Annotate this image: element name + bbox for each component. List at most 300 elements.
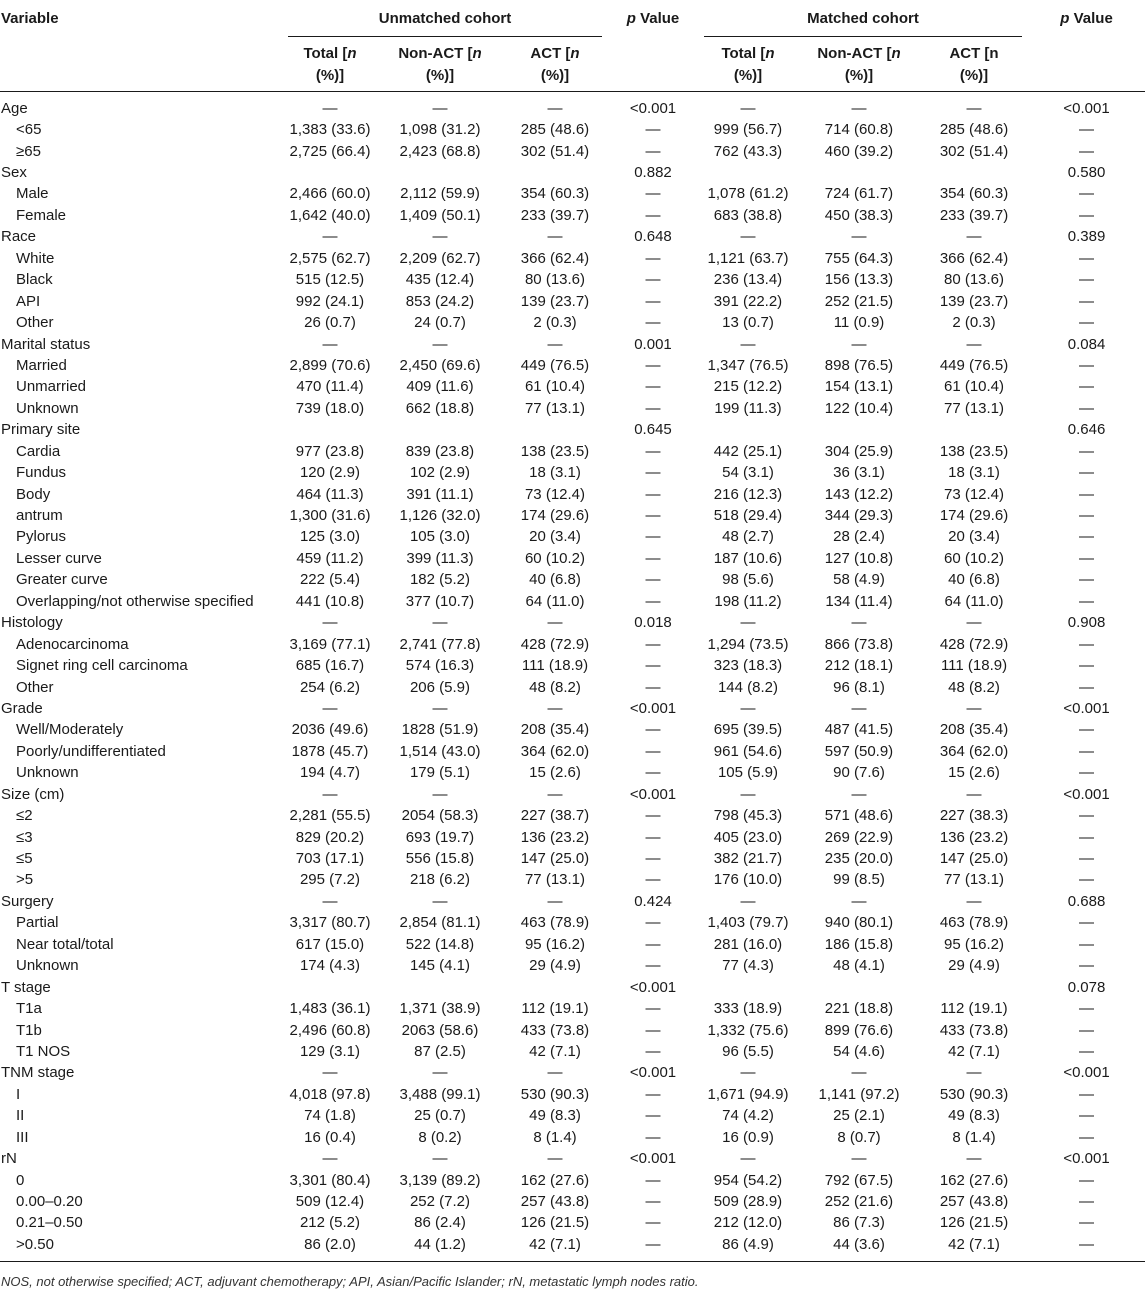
p-value-cell: —: [1079, 1235, 1095, 1253]
table-cell: —: [322, 1150, 338, 1168]
table-cell: [798, 419, 920, 440]
table-cell: 269 (22.9): [824, 828, 894, 846]
row-label: Signet ring cell carcinoma: [16, 657, 188, 675]
p-value-cell: —: [645, 528, 661, 546]
table-cell: 138 (23.5): [520, 442, 590, 460]
table-cell: —: [322, 785, 338, 803]
table-cell: —: [432, 335, 448, 353]
table-cell: 144 (8.2): [717, 678, 779, 696]
table-cell: 227 (38.3): [939, 807, 1009, 825]
table-row-category: [0, 698, 1145, 719]
table-cell: —: [322, 1064, 338, 1082]
table-cell: 449 (76.5): [939, 356, 1009, 374]
table-cell: 2 (0.3): [952, 314, 996, 332]
row-label: Lesser curve: [16, 549, 102, 567]
table-cell: 2,466 (60.0): [289, 185, 371, 203]
table-cell: —: [547, 699, 563, 717]
p-value-cell: —: [1079, 742, 1095, 760]
p-value-cell: —: [1079, 185, 1095, 203]
table-cell: 187 (10.6): [713, 549, 783, 567]
table-cell: 179 (5.1): [409, 764, 471, 782]
p-value-cell: —: [645, 1128, 661, 1146]
table-cell: 8 (1.4): [533, 1128, 577, 1146]
table-cell: [378, 976, 502, 997]
p-value-cell: —: [1079, 356, 1095, 374]
p-value-cell: —: [645, 1171, 661, 1189]
table-cell: 102 (2.9): [409, 464, 471, 482]
table-cell: 77 (13.1): [524, 871, 586, 889]
table-cell: 739 (18.0): [295, 399, 365, 417]
table-cell: —: [966, 1150, 982, 1168]
table-cell: 1878 (45.7): [291, 742, 369, 760]
table-cell: —: [432, 785, 448, 803]
matched-act-header: ACT [n (%)]: [949, 45, 999, 84]
table-cell: 302 (51.4): [939, 142, 1009, 160]
p-value-cell: —: [1079, 721, 1095, 739]
p-value-cell: 0.688: [1067, 892, 1106, 910]
p-value-cell: —: [645, 871, 661, 889]
table-cell: 839 (23.8): [405, 442, 475, 460]
table-cell: 409 (11.6): [406, 378, 474, 396]
table-cell: 252 (21.6): [824, 1193, 894, 1211]
table-cell: 571 (48.6): [824, 807, 894, 825]
table-cell: 48 (4.1): [833, 957, 885, 975]
table-cell: 105 (5.9): [717, 764, 779, 782]
table-cell: 597 (50.9): [824, 742, 894, 760]
table-cell: 96 (8.1): [833, 678, 885, 696]
p-value-cell: 0.580: [1067, 164, 1106, 182]
table-cell: 364 (62.0): [520, 742, 590, 760]
table-row: [0, 1019, 1145, 1040]
table-cell: 954 (54.2): [713, 1171, 783, 1189]
table-cell: 1,141 (97.2): [818, 1085, 900, 1103]
row-label: II: [16, 1107, 25, 1125]
p-value-cell: —: [1079, 657, 1095, 675]
row-label: 0.00–0.20: [16, 1193, 83, 1211]
table-cell: 254 (6.2): [299, 678, 361, 696]
table-row: [0, 312, 1145, 333]
p-value-cell: —: [1079, 292, 1095, 310]
table-row: [0, 762, 1145, 783]
table-cell: 54 (4.6): [833, 1042, 885, 1060]
table-cell: 87 (2.5): [414, 1042, 466, 1060]
table-cell: —: [851, 614, 867, 632]
table-cell: [798, 976, 920, 997]
table-row: [0, 569, 1145, 590]
table-cell: —: [851, 99, 867, 117]
table-cell: [502, 976, 608, 997]
table-cell: 257 (43.8): [520, 1193, 590, 1211]
p-value-cell: <0.001: [629, 785, 677, 803]
p-value-cell: —: [1079, 206, 1095, 224]
table-cell: —: [547, 99, 563, 117]
table-cell: 1,332 (75.6): [707, 1021, 789, 1039]
row-label: Partial: [16, 914, 59, 932]
table-cell: 125 (3.0): [299, 528, 361, 546]
table-cell: 138 (23.5): [939, 442, 1009, 460]
table-cell: 174 (29.6): [939, 507, 1009, 525]
table-cell: —: [432, 699, 448, 717]
p-value-cell: <0.001: [629, 699, 677, 717]
table-cell: 49 (8.3): [529, 1107, 581, 1125]
table-cell: 798 (45.3): [713, 807, 783, 825]
table-cell: 463 (78.9): [520, 914, 590, 932]
table-cell: 44 (1.2): [414, 1235, 466, 1253]
matched-cohort-header: Matched cohort: [698, 0, 1028, 37]
row-label: Sex: [1, 164, 27, 182]
table-cell: 1,300 (31.6): [289, 507, 371, 525]
table-row-category: [0, 162, 1145, 183]
table-row-category: [0, 976, 1145, 997]
table-cell: 86 (7.3): [833, 1214, 885, 1232]
table-cell: —: [966, 99, 982, 117]
table-cell: 77 (13.1): [524, 399, 586, 417]
table-cell: 29 (4.9): [948, 957, 1000, 975]
p-value-cell: —: [645, 1235, 661, 1253]
table-cell: —: [740, 1064, 756, 1082]
table-row: [0, 140, 1145, 161]
p-value-cell: —: [1079, 914, 1095, 932]
table-cell: 147 (25.0): [520, 850, 590, 868]
table-cell: 36 (3.1): [833, 464, 885, 482]
p-value-cell: 0.389: [1067, 228, 1106, 246]
table-cell: 509 (12.4): [295, 1193, 365, 1211]
p-value-cell: —: [645, 1214, 661, 1232]
table-cell: 95 (16.2): [943, 935, 1005, 953]
table-cell: 3,488 (99.1): [399, 1085, 481, 1103]
p-value-cell: 0.648: [634, 228, 672, 246]
table-cell: 2,496 (60.8): [289, 1021, 371, 1039]
row-label: Cardia: [16, 442, 61, 460]
table-row: [0, 505, 1145, 526]
table-cell: —: [547, 228, 563, 246]
table-cell: —: [851, 785, 867, 803]
table-cell: 285 (48.6): [939, 121, 1009, 139]
p-value-cell: —: [645, 399, 661, 417]
table-cell: 1,383 (33.6): [289, 121, 371, 139]
table-cell: 212 (18.1): [824, 657, 894, 675]
table-cell: 1,121 (63.7): [707, 249, 789, 267]
table-cell: —: [740, 892, 756, 910]
table-row: [0, 1084, 1145, 1105]
row-label: rN: [1, 1150, 17, 1168]
matched-total-header: Total [n (%)]: [721, 45, 775, 84]
p-value-cell: —: [1079, 378, 1095, 396]
table-cell: 80 (13.6): [943, 271, 1005, 289]
p-value-cell: —: [645, 657, 661, 675]
p-value-cell: —: [645, 592, 661, 610]
table-cell: 77 (13.1): [943, 399, 1005, 417]
table-cell: 530 (90.3): [520, 1085, 590, 1103]
row-label: Other: [16, 314, 54, 332]
p-value-cell: —: [1079, 464, 1095, 482]
table-cell: 174 (29.6): [520, 507, 590, 525]
table-cell: [698, 419, 798, 440]
table-cell: 2,854 (81.1): [399, 914, 481, 932]
table-row: [0, 183, 1145, 204]
table-cell: 64 (11.0): [525, 592, 585, 610]
table-cell: 18 (3.1): [529, 464, 581, 482]
header-row-groups: [0, 0, 1145, 37]
table-cell: 60 (10.2): [943, 549, 1005, 567]
table-cell: 1,514 (43.0): [399, 742, 481, 760]
table-cell: 2,725 (66.4): [289, 142, 371, 160]
table-cell: 233 (39.7): [520, 206, 590, 224]
table-cell: 136 (23.2): [520, 828, 590, 846]
table-row-category: [0, 1062, 1145, 1083]
table-cell: 154 (13.1): [824, 378, 894, 396]
table-cell: 487 (41.5): [824, 721, 894, 739]
matched-non-act-header: Non-ACT [n (%)]: [817, 45, 901, 84]
table-cell: 236 (13.4): [713, 271, 783, 289]
table-cell: 145 (4.1): [409, 957, 471, 975]
table-cell: —: [966, 335, 982, 353]
row-label: ≤5: [16, 850, 33, 868]
row-label: I: [16, 1085, 21, 1103]
table-cell: —: [432, 614, 448, 632]
table-cell: 86 (4.9): [722, 1235, 774, 1253]
table-row: [0, 205, 1145, 226]
table-cell: 509 (28.9): [713, 1193, 783, 1211]
table-cell: 235 (20.0): [824, 850, 894, 868]
table-cell: —: [740, 228, 756, 246]
row-label: Married: [16, 356, 67, 374]
table-cell: 1,483 (36.1): [289, 1000, 371, 1018]
p-value-cell: —: [1079, 314, 1095, 332]
table-cell: 11 (0.9): [833, 314, 885, 332]
table-cell: —: [740, 785, 756, 803]
table-cell: 216 (12.3): [713, 485, 783, 503]
p-value-header-unmatched: p Value: [626, 10, 680, 27]
table-row: [0, 912, 1145, 933]
table-row: [0, 1127, 1145, 1148]
row-label: <65: [16, 121, 42, 139]
table-cell: 60 (10.2): [524, 549, 586, 567]
table-row: [0, 1041, 1145, 1062]
table-row: [0, 826, 1145, 847]
p-value-cell: —: [645, 1021, 661, 1039]
unmatched-act-header: ACT [n (%)]: [530, 45, 580, 84]
table-cell: 96 (5.5): [722, 1042, 774, 1060]
table-cell: —: [322, 614, 338, 632]
table-cell: 829 (20.2): [295, 828, 365, 846]
p-value-cell: 0.645: [634, 421, 672, 439]
table-cell: —: [851, 335, 867, 353]
p-value-cell: —: [645, 292, 661, 310]
table-cell: 391 (22.2): [713, 292, 783, 310]
p-value-cell: —: [1079, 592, 1095, 610]
table-row: [0, 1234, 1145, 1262]
table-cell: 8 (0.2): [418, 1128, 462, 1146]
p-value-cell: <0.001: [1063, 785, 1110, 803]
table-cell: 1,126 (32.0): [399, 507, 481, 525]
table-cell: 3,301 (80.4): [289, 1171, 371, 1189]
p-value-cell: —: [645, 1000, 661, 1018]
table-cell: 2054 (58.3): [401, 807, 479, 825]
p-value-cell: —: [1079, 1107, 1095, 1125]
p-value-cell: —: [645, 571, 661, 589]
row-label: Size (cm): [1, 785, 65, 803]
table-cell: 99 (8.5): [833, 871, 885, 889]
table-cell: [282, 419, 378, 440]
table-cell: 61 (10.4): [524, 378, 586, 396]
row-label: >0.50: [16, 1235, 54, 1253]
table-cell: 961 (54.6): [713, 742, 783, 760]
table-cell: 1,078 (61.2): [707, 185, 789, 203]
table-cell: 156 (13.3): [824, 271, 894, 289]
table-cell: 2,741 (77.8): [399, 635, 481, 653]
table-cell: 174 (4.3): [299, 957, 361, 975]
table-cell: 762 (43.3): [713, 142, 783, 160]
table-row: [0, 526, 1145, 547]
row-label: ≤2: [16, 807, 33, 825]
table-cell: 724 (61.7): [824, 185, 894, 203]
table-cell: 281 (16.0): [713, 935, 783, 953]
table-cell: —: [322, 228, 338, 246]
table-cell: 162 (27.6): [939, 1171, 1009, 1189]
table-cell: 25 (2.1): [833, 1107, 885, 1125]
table-cell: 333 (18.9): [713, 1000, 783, 1018]
p-value-cell: 0.084: [1067, 335, 1106, 353]
p-value-cell: —: [1079, 121, 1095, 139]
p-value-cell: 0.078: [1067, 978, 1106, 996]
p-value-cell: —: [1079, 399, 1095, 417]
table-cell: 1,098 (31.2): [399, 121, 481, 139]
table-cell: 992 (24.1): [295, 292, 365, 310]
p-value-cell: —: [1079, 1193, 1095, 1211]
p-value-cell: —: [645, 1085, 661, 1103]
table-cell: [502, 419, 608, 440]
table-cell: 683 (38.8): [713, 206, 783, 224]
row-label: Well/Moderately: [16, 721, 124, 739]
p-value-cell: 0.001: [634, 335, 672, 353]
table-cell: 233 (39.7): [939, 206, 1009, 224]
table-cell: 95 (16.2): [524, 935, 586, 953]
table-cell: 111 (18.9): [940, 657, 1008, 675]
p-value-cell: —: [1079, 571, 1095, 589]
p-value-cell: 0.424: [634, 892, 672, 910]
table-cell: 208 (35.4): [520, 721, 590, 739]
row-label: Histology: [1, 614, 63, 632]
table-cell: —: [322, 99, 338, 117]
table-cell: 442 (25.1): [713, 442, 783, 460]
row-label: Fundus: [16, 464, 67, 482]
table-cell: 26 (0.7): [304, 314, 356, 332]
table-row: [0, 998, 1145, 1019]
p-value-cell: —: [1079, 485, 1095, 503]
p-value-cell: —: [645, 142, 661, 160]
table-row-category: [0, 226, 1145, 247]
table-cell: 866 (73.8): [824, 635, 894, 653]
p-value-cell: —: [645, 507, 661, 525]
table-cell: —: [740, 699, 756, 717]
row-label: T1b: [16, 1021, 42, 1039]
table-cell: 122 (10.4): [824, 399, 894, 417]
row-label: III: [16, 1128, 29, 1146]
table-cell: —: [547, 335, 563, 353]
table-row: [0, 741, 1145, 762]
table-cell: 435 (12.4): [405, 271, 475, 289]
variable-header: Variable: [1, 10, 59, 27]
p-value-cell: —: [1079, 271, 1095, 289]
row-label: Male: [16, 185, 49, 203]
table-cell: [378, 419, 502, 440]
table-cell: 198 (11.2): [714, 592, 782, 610]
table-cell: 8 (1.4): [952, 1128, 996, 1146]
table-cell: 129 (3.1): [299, 1042, 361, 1060]
table-body: [0, 91, 1145, 1262]
table-cell: 693 (19.7): [405, 828, 475, 846]
p-value-cell: —: [1079, 528, 1095, 546]
p-value-cell: —: [1079, 828, 1095, 846]
table-cell: 252 (21.5): [824, 292, 894, 310]
table-cell: 1,671 (94.9): [707, 1085, 789, 1103]
p-value-cell: <0.001: [629, 99, 677, 117]
table-cell: 18 (3.1): [948, 464, 1000, 482]
p-value-cell: —: [1079, 1128, 1095, 1146]
p-value-cell: 0.646: [1067, 421, 1106, 439]
table-cell: 15 (2.6): [948, 764, 1000, 782]
table-cell: 302 (51.4): [520, 142, 590, 160]
table-cell: 73 (12.4): [943, 485, 1005, 503]
table-cell: 61 (10.4): [943, 378, 1005, 396]
table-row: [0, 676, 1145, 697]
row-label: Primary site: [1, 421, 81, 439]
table-cell: 999 (56.7): [713, 121, 783, 139]
table-cell: 86 (2.0): [304, 1235, 356, 1253]
table-row-category: [0, 333, 1145, 354]
table-cell: 77 (4.3): [722, 957, 774, 975]
p-value-cell: —: [645, 314, 661, 332]
table-cell: 2,112 (59.9): [400, 185, 480, 203]
table-cell: 899 (76.6): [824, 1021, 894, 1039]
table-cell: 49 (8.3): [948, 1107, 1000, 1125]
table-cell: 3,317 (80.7): [289, 914, 371, 932]
row-label: Unknown: [16, 399, 79, 417]
table-cell: 15 (2.6): [529, 764, 581, 782]
table-cell: 20 (3.4): [948, 528, 1000, 546]
table-cell: —: [432, 892, 448, 910]
p-value-cell: —: [1079, 1042, 1095, 1060]
table-cell: —: [740, 614, 756, 632]
table-row: [0, 1191, 1145, 1212]
table-cell: [920, 419, 1028, 440]
row-label: Adenocarcinoma: [16, 635, 129, 653]
table-cell: 73 (12.4): [524, 485, 586, 503]
table-cell: 80 (13.6): [524, 271, 586, 289]
table-cell: 28 (2.4): [833, 528, 885, 546]
p-value-cell: —: [1079, 1171, 1095, 1189]
table-cell: 221 (18.8): [824, 1000, 894, 1018]
table-cell: 25 (0.7): [414, 1107, 466, 1125]
table-cell: 74 (1.8): [304, 1107, 356, 1125]
table-cell: 64 (11.0): [944, 592, 1004, 610]
p-value-cell: —: [1079, 1000, 1095, 1018]
p-value-cell: —: [645, 1193, 661, 1211]
table-row: [0, 483, 1145, 504]
p-value-cell: —: [645, 678, 661, 696]
row-label: Unmarried: [16, 378, 87, 396]
table-cell: 162 (27.6): [520, 1171, 590, 1189]
table-row: [0, 119, 1145, 140]
table-cell: 792 (67.5): [824, 1171, 894, 1189]
p-value-cell: —: [645, 549, 661, 567]
table-cell: 54 (3.1): [722, 464, 774, 482]
table-cell: 1,403 (79.7): [707, 914, 789, 932]
table-cell: 257 (43.8): [939, 1193, 1009, 1211]
table-cell: 127 (10.8): [824, 549, 894, 567]
row-label: Poorly/undifferentiated: [16, 742, 166, 760]
